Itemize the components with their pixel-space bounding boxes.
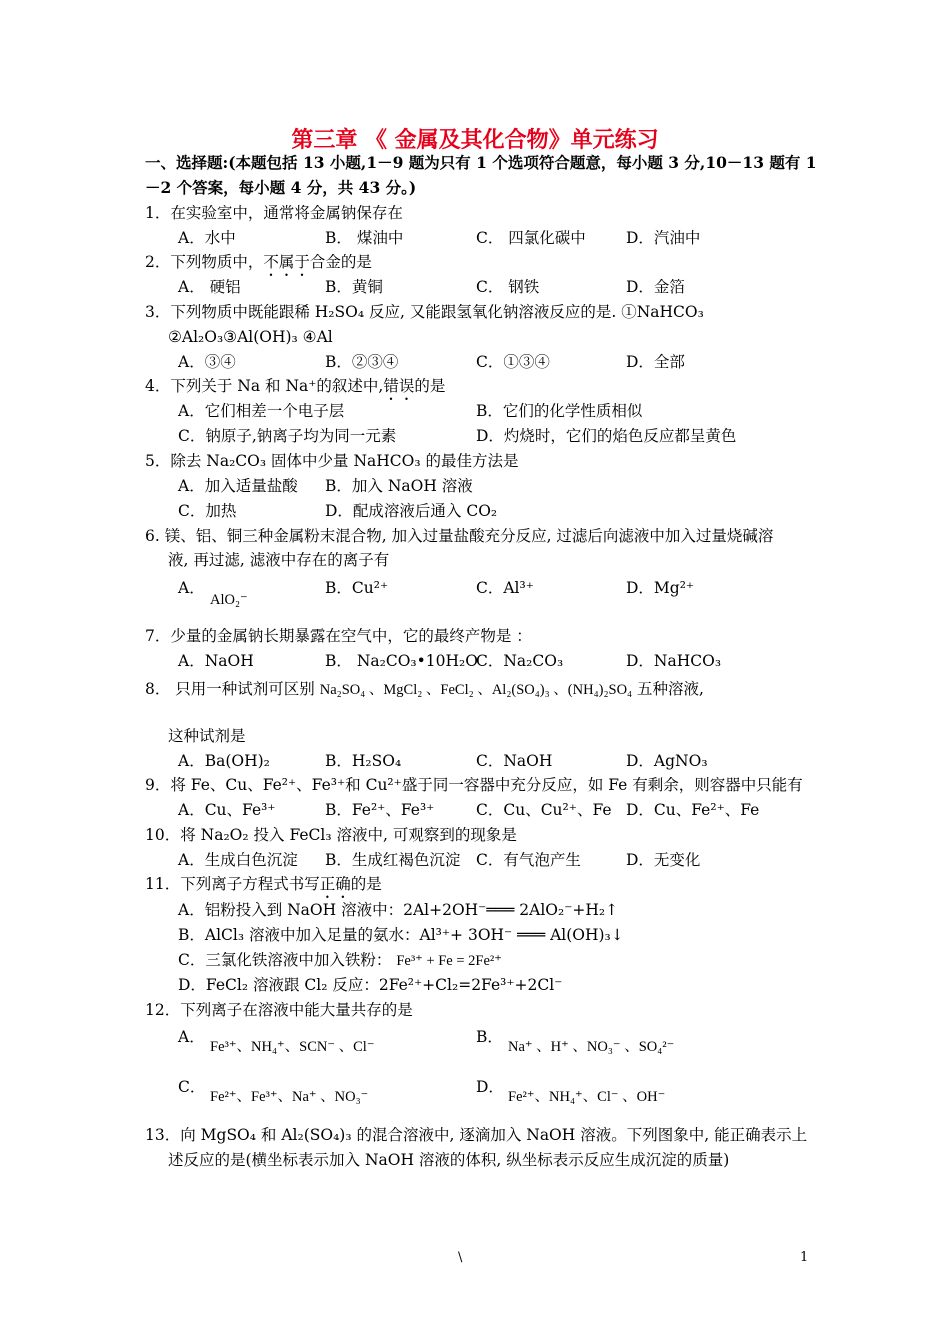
q6-stem-line1: 6. 镁、铝、铜三种金属粉末混合物, 加入过量盐酸充分反应, 过滤后向滤液中加入过量烧碱溶 bbox=[145, 527, 774, 545]
q2-option-a: A． 硬铝 bbox=[178, 278, 241, 296]
section-heading-line2: －2 个答案，每小题 4 分，共 43 分。) bbox=[145, 178, 417, 197]
q11-stem-pre: 11．下列离子方程式书写 bbox=[145, 875, 320, 893]
q4-option-a: A．它们相差一个电子层 bbox=[178, 402, 345, 420]
q11-option-b: B．AlCl₃ 溶液中加入足量的氨水：Al³⁺+ 3OH⁻ ═══ Al(OH)₃↓ bbox=[178, 926, 624, 944]
q3-option-d: D．全部 bbox=[626, 353, 685, 371]
q2-stem-post: 合金的是 bbox=[309, 253, 372, 271]
q12-stem: 12．下列离子在溶液中能大量共存的是 bbox=[145, 1001, 413, 1019]
q11-stem-post: 的是 bbox=[350, 875, 382, 893]
q12-option-c-label: C． bbox=[178, 1078, 206, 1096]
q4-option-b: B．它们的化学性质相似 bbox=[476, 402, 643, 420]
q8-stem-pre: 8． 只用一种试剂可区别 bbox=[145, 680, 315, 698]
q10-option-c: C．有气泡产生 bbox=[476, 851, 581, 869]
q1-option-a: A．水中 bbox=[178, 229, 236, 247]
q10-option-d: D．无变化 bbox=[626, 851, 701, 869]
q8-stem-post: 五种溶液, bbox=[637, 680, 704, 698]
q12-option-a-formula: Fe³⁺、NH₄⁺、SCN⁻ 、Cl⁻ bbox=[210, 1039, 375, 1055]
q1-option-d: D．汽油中 bbox=[626, 229, 701, 247]
q2-stem-emphasis: 不属于 bbox=[263, 253, 310, 271]
q2-stem bbox=[145, 252, 372, 280]
q6-option-c: C．Al³⁺ bbox=[476, 579, 534, 597]
q10-option-a: A．生成白色沉淀 bbox=[178, 851, 298, 869]
q8-option-d: D．AgNO₃ bbox=[626, 752, 708, 770]
q5-option-a: A．加入适量盐酸 bbox=[178, 477, 298, 495]
q7-option-b: B． Na₂CO₃•10H₂O bbox=[325, 652, 478, 670]
q1-option-c: C． 四氯化碳中 bbox=[476, 229, 586, 247]
q6-option-a: A． bbox=[178, 579, 205, 597]
q12-option-b-label: B． bbox=[476, 1028, 503, 1046]
q4-option-c: C．钠原子,钠离子均为同一元素 bbox=[178, 427, 397, 445]
q11-stem-emphasis: 正确 bbox=[319, 875, 351, 893]
q8-stem-line2: 这种试剂是 bbox=[168, 727, 246, 745]
q8-formula: Na₂SO₄ 、MgCl₂ 、FeCl₂ 、Al₂(SO₄)₃ 、(NH₄)₂SO₄ bbox=[319, 682, 633, 698]
q7-option-a: A．NaOH bbox=[178, 652, 254, 670]
section-heading-line1: 一、选择题:(本题包括 13 小题,1－9 题为只有 1 个选项符合题意，每小题 3 分,10－13 题有 1 bbox=[145, 153, 817, 172]
q10-stem: 10．将 Na₂O₂ 投入 FeCl₃ 溶液中, 可观察到的现象是 bbox=[145, 826, 517, 844]
q6-option-b: B．Cu²⁺ bbox=[325, 579, 389, 597]
q3-option-c: C．①③④ bbox=[476, 353, 550, 371]
q8-option-a: A．Ba(OH)₂ bbox=[178, 752, 270, 770]
q12-option-c-formula: Fe²⁺、Fe³⁺、Na⁺ 、NO₃⁻ bbox=[210, 1089, 369, 1105]
q12-option-a-label: A． bbox=[178, 1028, 205, 1046]
q7-option-d: D．NaHCO₃ bbox=[626, 652, 722, 670]
q1-stem: 1．在实验室中，通常将金属钠保存在 bbox=[145, 204, 403, 222]
q9-option-b: B．Fe²⁺、Fe³⁺ bbox=[325, 801, 435, 819]
q4-option-d: D．灼烧时，它们的焰色反应都呈黄色 bbox=[476, 427, 737, 445]
q8-stem bbox=[145, 679, 704, 700]
footer-mark: \ bbox=[458, 1250, 463, 1265]
q1-option-b: B． 煤油中 bbox=[325, 229, 404, 247]
q5-option-b: B．加入 NaOH 溶液 bbox=[325, 477, 473, 495]
q12-option-d-formula: Fe²⁺、NH₄⁺、Cl⁻ 、OH⁻ bbox=[508, 1089, 666, 1105]
q2-option-c: C． 钢铁 bbox=[476, 278, 540, 296]
q11-stem bbox=[145, 874, 382, 902]
q4-stem bbox=[145, 376, 445, 404]
q2-stem-pre: 2．下列物质中， bbox=[145, 253, 264, 271]
q13-stem-line2: 述反应的是(横坐标表示加入 NaOH 溶液的体积, 纵坐标表示反应生成沉淀的质量) bbox=[168, 1151, 730, 1169]
q11-option-c-formula: Fe³⁺ + Fe = 2Fe²⁺ bbox=[396, 953, 502, 969]
q7-option-c: C．Na₂CO₃ bbox=[476, 652, 564, 670]
q5-option-d: D．配成溶液后通入 CO₂ bbox=[325, 502, 498, 520]
q6-option-d: D．Mg²⁺ bbox=[626, 579, 695, 597]
q7-stem: 7．少量的金属钠长期暴露在空气中，它的最终产物是 ： bbox=[145, 627, 532, 645]
page-title: 第三章 《 金属及其化合物》单元练习 bbox=[291, 127, 659, 153]
q9-option-c: C．Cu、Cu²⁺、Fe bbox=[476, 801, 612, 819]
q6-stem-line2: 液, 再过滤, 滤液中存在的离子有 bbox=[168, 551, 390, 569]
q6-option-a-formula: AlO₂⁻ bbox=[210, 592, 248, 608]
q13-stem-line1: 13．向 MgSO₄ 和 Al₂(SO₄)₃ 的混合溶液中, 逐滴加入 NaOH 溶液。下列图象中, 能正确表示上 bbox=[145, 1126, 808, 1144]
q11-option-d: D．FeCl₂ 溶液跟 Cl₂ 反应：2Fe²⁺+Cl₂=2Fe³⁺+2Cl⁻ bbox=[178, 976, 563, 994]
q10-option-b: B．生成红褐色沉淀 bbox=[325, 851, 461, 869]
q3-stem-line1: 3．下列物质中既能跟稀 H₂SO₄ 反应, 又能跟氢氧化钠溶液反应的是. ①NaHCO₃ bbox=[145, 303, 704, 321]
q4-stem-pre: 4．下列关于 Na 和 Na⁺的叙述中, bbox=[145, 377, 384, 395]
q3-option-a: A．③④ bbox=[178, 353, 236, 371]
q4-stem-post: 的是 bbox=[414, 377, 446, 395]
q11-option-c-text: C．三氯化铁溶液中加入铁粉： bbox=[178, 951, 392, 969]
q9-stem: 9．将 Fe、Cu、Fe²⁺、Fe³⁺和 Cu²⁺盛于同一容器中充分反应，如 Fe 有剩余，则容器中只能有 bbox=[145, 776, 803, 794]
q9-option-d: D．Cu、Fe²⁺、Fe bbox=[626, 801, 760, 819]
q8-option-b: B．H₂SO₄ bbox=[325, 752, 402, 770]
q3-option-b: B．②③④ bbox=[325, 353, 399, 371]
q4-stem-emphasis: 错误 bbox=[383, 377, 415, 395]
q5-option-c: C．加热 bbox=[178, 502, 237, 520]
q8-option-c: C．NaOH bbox=[476, 752, 553, 770]
q3-stem-line2: ②Al₂O₃③Al(OH)₃ ④Al bbox=[168, 328, 333, 346]
page-number: 1 bbox=[800, 1250, 809, 1265]
q11-option-a: A．铝粉投入到 NaOH 溶液中：2Al+2OH⁻═══ 2AlO₂⁻+H₂↑ bbox=[178, 901, 619, 919]
q9-option-a: A．Cu、Fe³⁺ bbox=[178, 801, 276, 819]
q11-option-c bbox=[178, 950, 502, 971]
q12-option-d-label: D． bbox=[476, 1078, 504, 1096]
q5-stem: 5．除去 Na₂CO₃ 固体中少量 NaHCO₃ 的最佳方法是 bbox=[145, 452, 519, 470]
q2-option-d: D．金箔 bbox=[626, 278, 685, 296]
q2-option-b: B．黄铜 bbox=[325, 278, 383, 296]
q12-option-b-formula: Na⁺ 、H⁺ 、NO₃⁻ 、SO₄²⁻ bbox=[508, 1039, 675, 1055]
